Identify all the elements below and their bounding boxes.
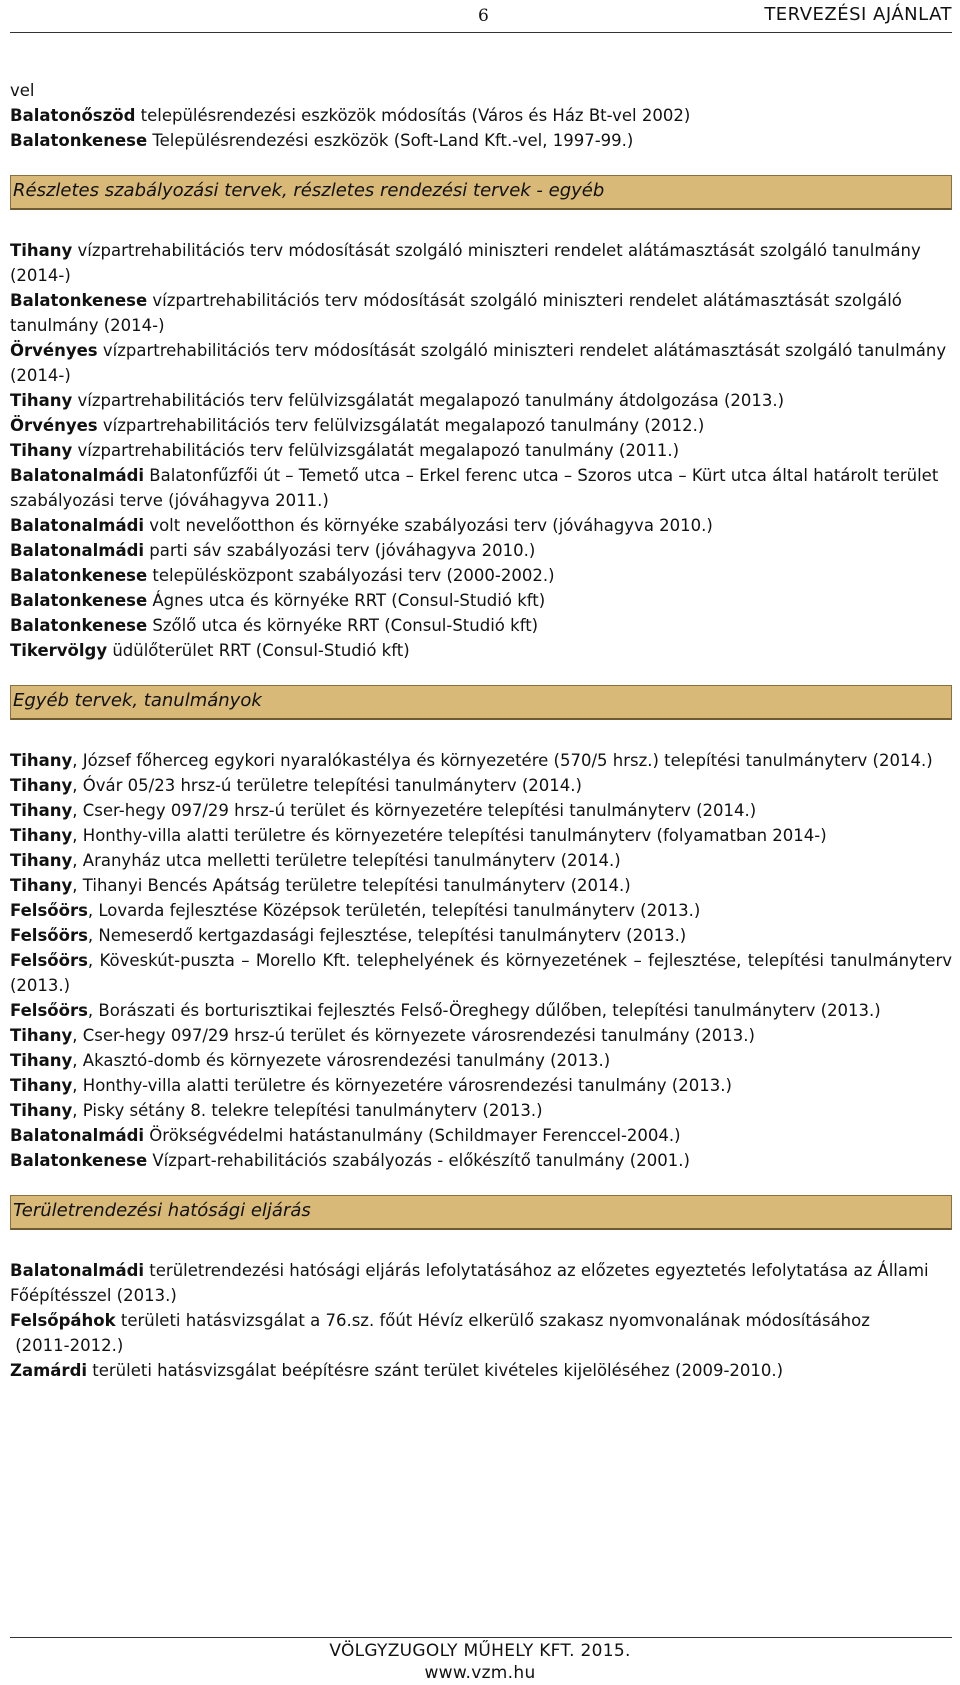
item-text: vel — [10, 81, 35, 100]
section-list-detailed-plans — [10, 238, 952, 663]
item-text: (2011-2012.) — [10, 1336, 124, 1355]
list-item — [10, 1073, 952, 1098]
list-item — [10, 638, 952, 663]
footer-website-link[interactable]: www.vzm.hu — [424, 1663, 536, 1683]
item-text: parti sáv szabályozási terv (jóváhagyva 2010.) — [144, 541, 536, 560]
list-item — [10, 1148, 952, 1173]
section-list-regional-procedure — [10, 1258, 952, 1383]
list-item — [10, 898, 952, 923]
place-name: Tihany — [10, 851, 73, 870]
place-name: Tihany — [10, 1051, 73, 1070]
place-name: Örvényes — [10, 341, 98, 360]
section-title: Területrendezési hatósági eljárás — [13, 1200, 311, 1221]
list-item — [10, 798, 952, 823]
item-text: , Akasztó-domb és környezete városrendezési tanulmány (2013.) — [72, 1051, 611, 1070]
list-item — [10, 588, 952, 613]
item-text: , Lovarda fejlesztése Középsok területén, telepítési tanulmányterv (2013.) — [87, 901, 701, 920]
list-item — [10, 923, 952, 948]
place-name: Felsőörs — [10, 1001, 88, 1020]
list-item — [10, 438, 952, 463]
list-item — [10, 998, 952, 1023]
item-text: Településrendezési eszközök (Soft-Land Kft.-vel, 1997-99.) — [147, 131, 634, 150]
list-item — [10, 128, 952, 153]
item-text: vízpartrehabilitációs terv módosítását szolgáló miniszteri rendelet alátámasztását szolgáló tanulmány (2014-) — [10, 291, 902, 335]
list-item — [10, 613, 952, 638]
item-text: , Köveskút-puszta – Morello Kft. telephelyének és környezetének – fejlesztése, telepítési tanulmányterv (2013.) — [10, 951, 952, 995]
item-text: , Óvár 05/23 hrsz-ú területre telepítési tanulmányterv (2014.) — [72, 776, 582, 795]
item-text: , Tihanyi Bencés Apátság területre telepítési tanulmányterv (2014.) — [72, 876, 631, 895]
place-name: Tihany — [10, 776, 73, 795]
item-text: vízpartrehabilitációs terv módosítását szolgáló miniszteri rendelet alátámasztását szolgáló tanulmány (2014-) — [10, 241, 921, 285]
place-name: Felsőörs — [10, 951, 88, 970]
list-item — [10, 1023, 952, 1048]
item-text: településrendezési eszközök módosítás (Város és Ház Bt-vel 2002) — [135, 106, 691, 125]
place-name: Tihany — [10, 241, 73, 260]
section-list-other-plans — [10, 748, 952, 1173]
item-text: , Pisky sétány 8. telekre telepítési tanulmányterv (2013.) — [72, 1101, 543, 1120]
page-number: 6 — [478, 6, 489, 26]
place-name: Tihany — [10, 801, 73, 820]
item-text: területi hatásvizsgálat beépítésre szánt terület kivételes kijelöléséhez (2009-2010.) — [87, 1361, 784, 1380]
place-name: Balatonkenese — [10, 591, 148, 610]
item-text: Örökségvédelmi hatástanulmány (Schildmayer Ferenccel-2004.) — [144, 1126, 681, 1145]
place-name: Balatonalmádi — [10, 1126, 145, 1145]
section-heading-other-plans — [10, 685, 952, 720]
item-text: Szőlő utca és környéke RRT (Consul-Studió kft) — [147, 616, 539, 635]
place-name: Balatonőszöd — [10, 106, 136, 125]
item-text: , Cser-hegy 097/29 hrsz-ú terület és környezetére telepítési tanulmányterv (2014.) — [72, 801, 757, 820]
section-title: Részletes szabályozási tervek, részletes rendezési tervek - egyéb — [13, 180, 605, 201]
place-name: Felsőörs — [10, 926, 88, 945]
list-item — [10, 78, 952, 103]
list-item — [10, 773, 952, 798]
place-name: Tihany — [10, 1101, 73, 1120]
place-name: Balatonalmádi — [10, 1261, 145, 1280]
place-name: Tihany — [10, 876, 73, 895]
place-name: Balatonalmádi — [10, 516, 145, 535]
item-text: , Borászati és borturisztikai fejlesztés Felső-Öreghegy dűlőben, telepítési tanulmányterv (2013.) — [87, 1001, 881, 1020]
place-name: Zamárdi — [10, 1361, 88, 1380]
list-item — [10, 1358, 952, 1383]
list-item — [10, 1098, 952, 1123]
item-text: Vízpart-rehabilitációs szabályozás - előkészítő tanulmány (2001.) — [147, 1151, 690, 1170]
list-item — [10, 748, 952, 773]
list-item — [10, 1308, 952, 1333]
item-text: volt nevelőotthon és környéke szabályozási terv (jóváhagyva 2010.) — [144, 516, 713, 535]
item-text: Ágnes utca és környéke RRT (Consul-Studió kft) — [147, 591, 546, 610]
item-text: területi hatásvizsgálat a 76.sz. főút Hévíz elkerülő szakasz nyomvonalának módosításához — [115, 1311, 870, 1330]
list-item — [10, 1333, 952, 1358]
item-text: vízpartrehabilitációs terv felülvizsgálatát megalapozó tanulmány (2011.) — [72, 441, 680, 460]
place-name: Örvényes — [10, 416, 98, 435]
section-heading-detailed-plans — [10, 175, 952, 210]
place-name: Tihany — [10, 751, 73, 770]
page-content — [10, 78, 952, 1383]
place-name: Felsőpáhok — [10, 1311, 116, 1330]
list-item — [10, 1258, 952, 1308]
place-name: Balatonalmádi — [10, 466, 145, 485]
section-heading-regional-procedure — [10, 1195, 952, 1230]
list-item — [10, 873, 952, 898]
intro-block — [10, 78, 952, 153]
place-name: Tikervölgy — [10, 641, 108, 660]
list-item — [10, 238, 952, 288]
list-item — [10, 848, 952, 873]
place-name: Tihany — [10, 1076, 73, 1095]
list-item — [10, 338, 952, 388]
item-text: , Honthy-villa alatti területre és környezetére városrendezési tanulmány (2013.) — [72, 1076, 732, 1095]
page-header — [10, 0, 952, 33]
place-name: Felsőörs — [10, 901, 88, 920]
item-text: , József főherceg egykori nyaralókastélya és környezetére (570/5 hrsz.) telepítési tanulmányterv (2014.) — [72, 751, 933, 770]
list-item — [10, 413, 952, 438]
place-name: Balatonkenese — [10, 616, 148, 635]
place-name: Tihany — [10, 826, 73, 845]
list-item — [10, 1048, 952, 1073]
place-name: Balatonkenese — [10, 1151, 148, 1170]
list-item — [10, 288, 952, 338]
list-item — [10, 388, 952, 413]
item-text: településközpont szabályozási terv (2000-2002.) — [147, 566, 555, 585]
list-item — [10, 103, 952, 128]
item-text: területrendezési hatósági eljárás lefolytatásához az előzetes egyeztetés lefolytatása az Állami Főépítésszel (2013.) — [10, 1261, 929, 1305]
item-text: vízpartrehabilitációs terv felülvizsgálatát megalapozó tanulmány átdolgozása (2013.) — [72, 391, 785, 410]
place-name: Tihany — [10, 1026, 73, 1045]
header-title: TERVEZÉSI AJÁNLAT — [764, 4, 952, 25]
list-item — [10, 563, 952, 588]
place-name: Tihany — [10, 441, 73, 460]
place-name: Balatonkenese — [10, 566, 148, 585]
place-name: Tihany — [10, 391, 73, 410]
item-text: Balatonfűzfői út – Temető utca – Erkel ferenc utca – Szoros utca – Kürt utca által határolt terület szabályozási terve (jóváhagyva 2011.) — [10, 466, 939, 510]
footer-divider — [10, 1637, 952, 1638]
item-text: , Honthy-villa alatti területre és környezetére telepítési tanulmányterv (folyamatban 2014-) — [72, 826, 827, 845]
footer-company: VÖLGYZUGOLY MŰHELY KFT. 2015. — [329, 1641, 631, 1661]
section-title: Egyéb tervek, tanulmányok — [13, 690, 262, 711]
list-item — [10, 538, 952, 563]
item-text: , Aranyház utca melletti területre telepítési tanulmányterv (2014.) — [72, 851, 621, 870]
item-text: üdülőterület RRT (Consul-Studió kft) — [107, 641, 410, 660]
item-text: , Cser-hegy 097/29 hrsz-ú terület és környezete városrendezési tanulmány (2013.) — [72, 1026, 755, 1045]
item-text: , Nemeserdő kertgazdasági fejlesztése, telepítési tanulmányterv (2013.) — [87, 926, 687, 945]
list-item — [10, 463, 952, 513]
place-name: Balatonkenese — [10, 291, 148, 310]
list-item — [10, 823, 952, 848]
list-item — [10, 1123, 952, 1148]
list-item — [10, 513, 952, 538]
item-text: vízpartrehabilitációs terv felülvizsgálatát megalapozó tanulmány (2012.) — [97, 416, 705, 435]
place-name: Balatonkenese — [10, 131, 148, 150]
place-name: Balatonalmádi — [10, 541, 145, 560]
item-text: vízpartrehabilitációs terv módosítását szolgáló miniszteri rendelet alátámasztását szolgáló tanulmány (2014-) — [10, 341, 947, 385]
list-item — [10, 948, 952, 998]
